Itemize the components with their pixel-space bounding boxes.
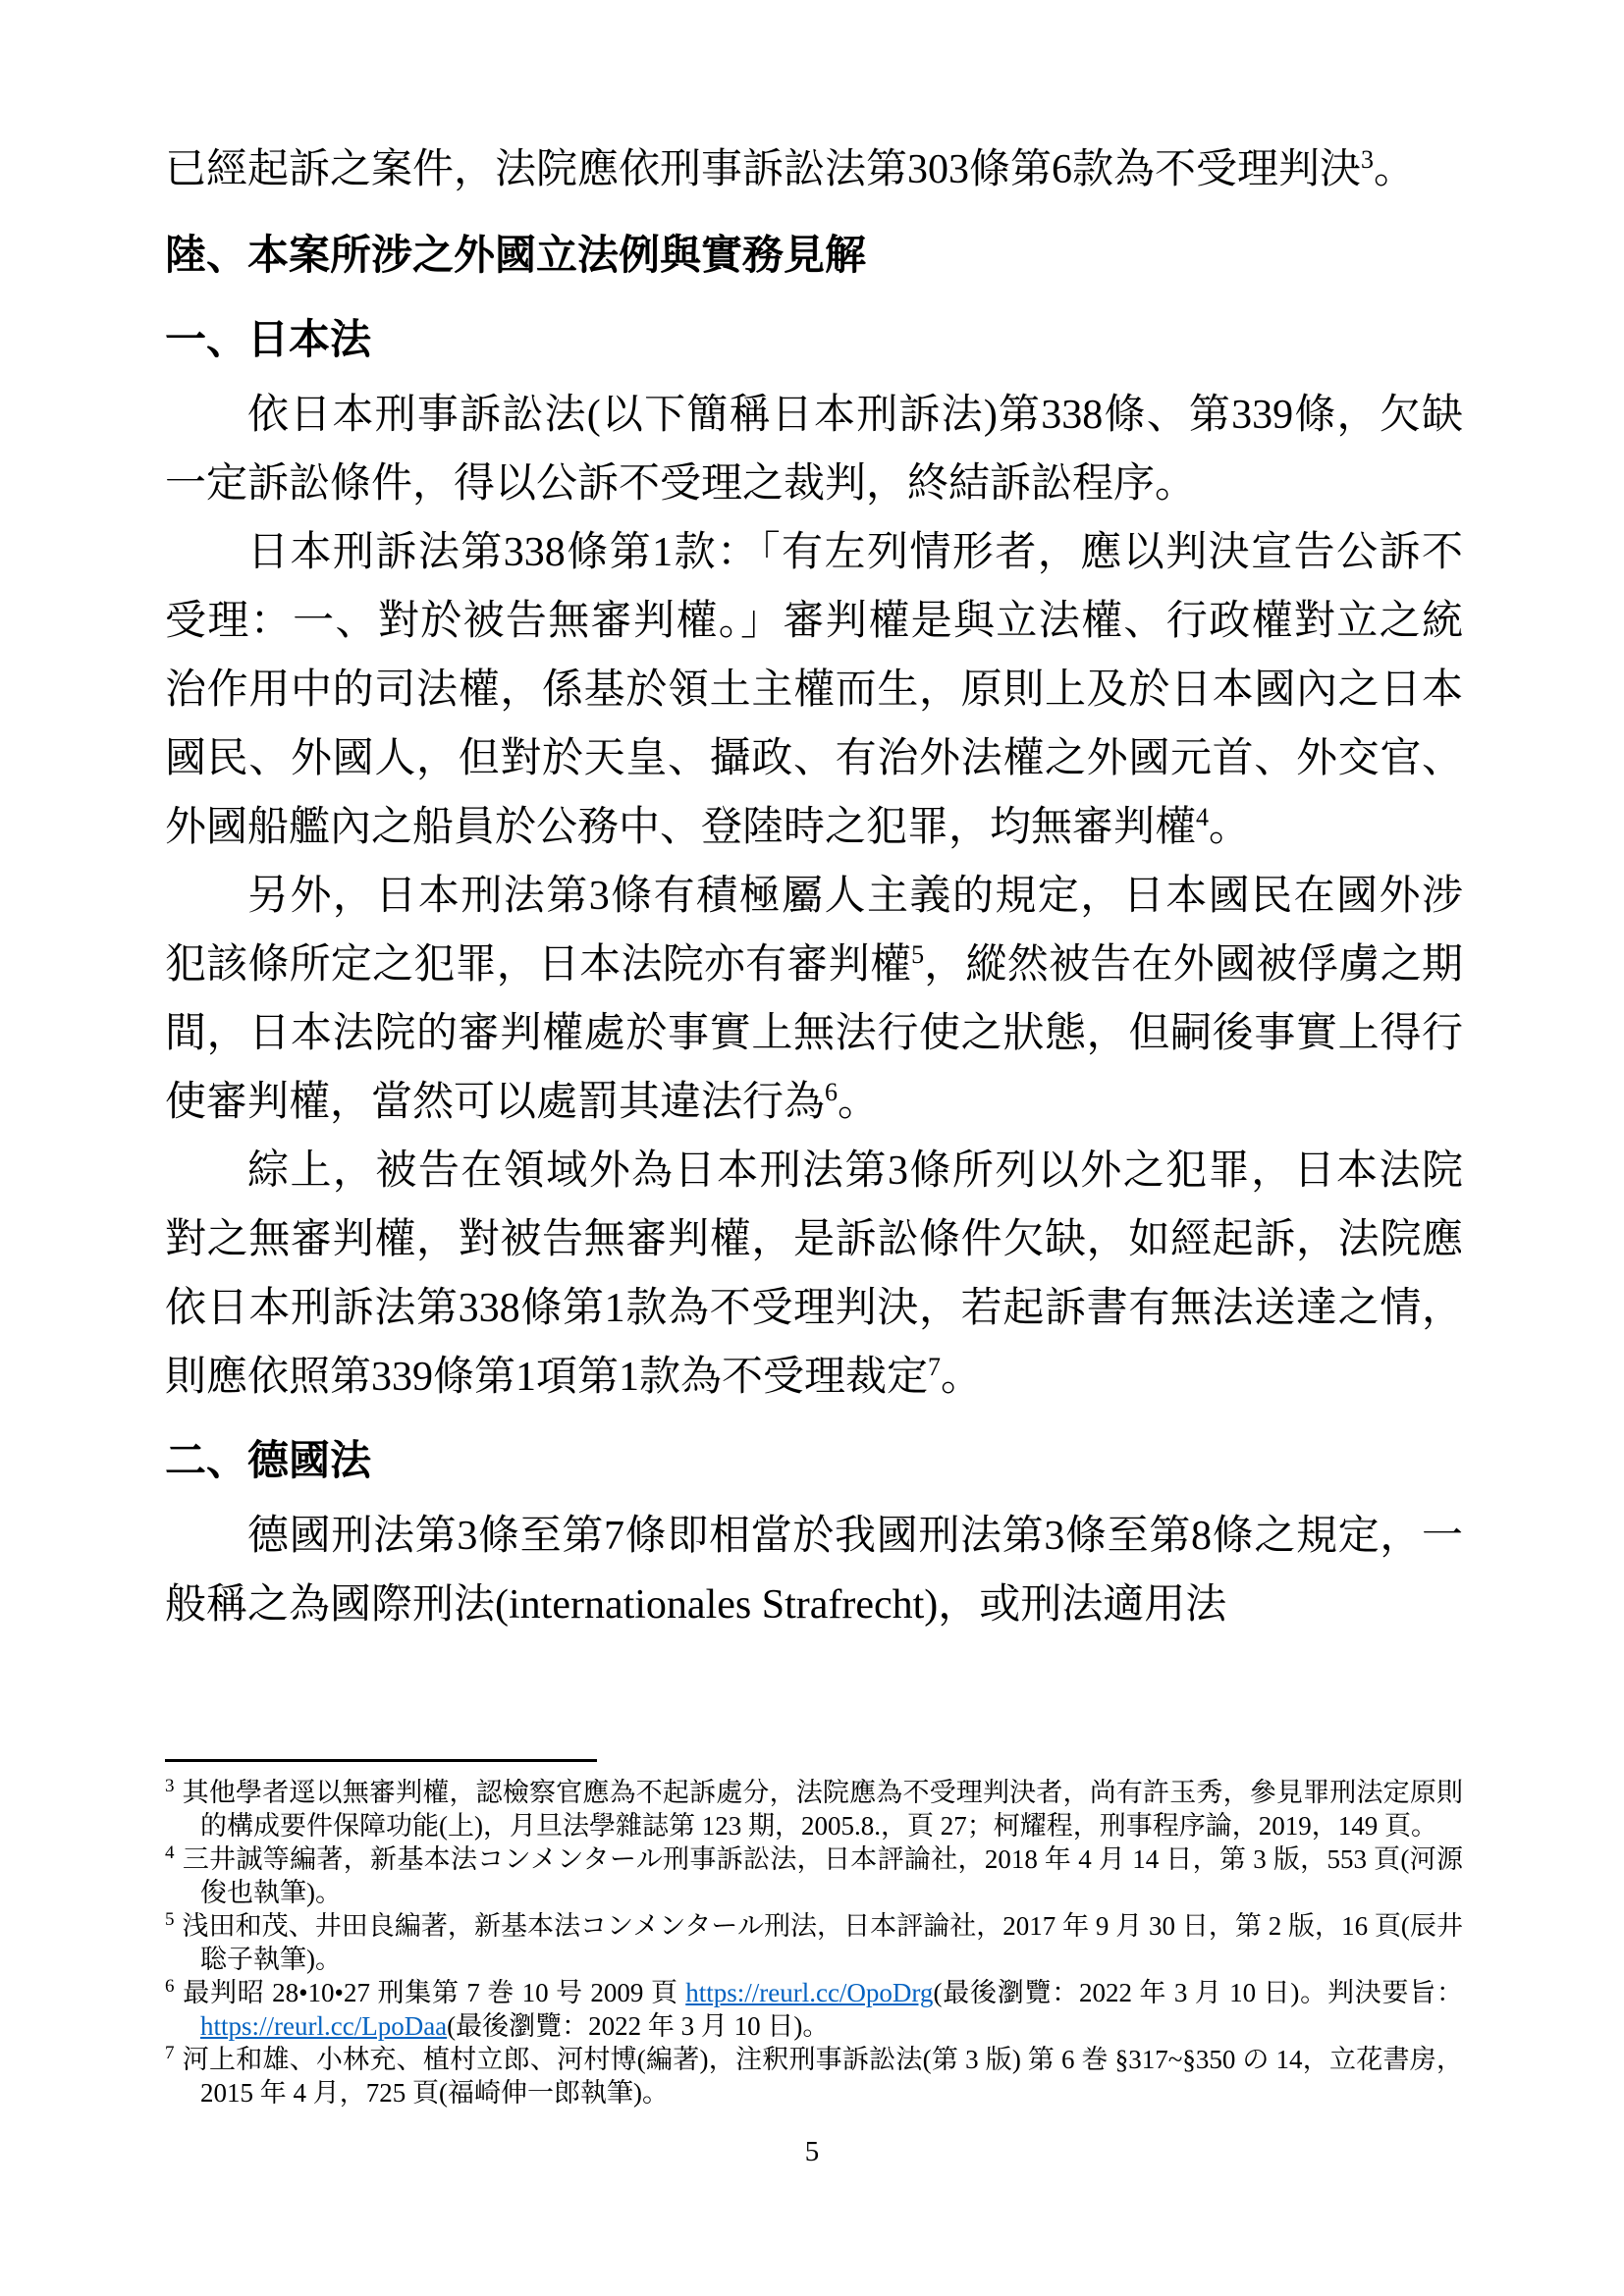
text-run: 另外，日本刑法第3條有積極屬人主義的規定，日本國民在國外涉犯該條所定之犯罪，日本法院亦有審判權: [165, 874, 1463, 988]
body-paragraph: [165, 518, 1463, 862]
text-run: 河上和雄、小林充、植村立郎、河村博(編著)，注釈刑事訴訟法(第 3 版) 第 6 巻 §317~§350 の 14，立花書房，2015 年 4 月，725 頁(福崎伸一郎執筆)。: [182, 2045, 1463, 2108]
text-run: 綜上，被告在領域外為日本刑法第3條所列以外之犯罪，日本法院對之無審判權，對被告無審判權，是訴訟條件欠缺，如經起訴，法院應依日本刑訴法第338條第1款為不受理判決，若起訴書有無法送達之情，則應依照第339條第1項第1款為不受理裁定: [165, 1148, 1463, 1400]
footnote-number: 5: [165, 1909, 175, 1930]
footnote-number: 4: [165, 1842, 175, 1863]
text-run: 德國刑法第3條至第7條即相當於我國刑法第3條至第8條之規定，一般稱之為國際刑法(internationales Strafrecht)，或刑法適用法: [165, 1514, 1463, 1628]
footnote-number: 3: [165, 1776, 175, 1796]
footnote-number: 6: [165, 1976, 175, 1997]
text-run: 二、德國法: [165, 1439, 372, 1484]
text-run: 浅田和茂、井田良編著，新基本法コンメンタール刑法，日本評論社，2017 年 9 月 30 日，第 2 版，16 頁(辰井聡子執筆)。: [182, 1911, 1463, 1974]
footnote-number: 7: [165, 2043, 175, 2063]
text-run: 最判昭 28•10•27 刑集第 7 巻 10 号 2009 頁: [182, 1978, 686, 2007]
subsection-heading: [165, 1427, 1463, 1496]
footnote-ref: 4: [1196, 803, 1210, 831]
footnote: [165, 1909, 1463, 1976]
footnote-ref: 5: [911, 940, 925, 969]
text-run: 。: [941, 1355, 983, 1400]
text-run: (最後瀏覽：2022 年 3 月 10 日)。判決要旨：: [933, 1978, 1464, 2007]
page-number: 5: [804, 2136, 820, 2167]
body-paragraph: [165, 1502, 1463, 1639]
document-body: [165, 135, 1463, 1639]
footnote-area: [165, 1759, 1463, 2109]
hyperlink[interactable]: https://reurl.cc/LpoDaa: [200, 2011, 448, 2041]
text-run: 一、日本法: [165, 318, 372, 363]
text-run: 已經起訴之案件，法院應依刑事訴訟法第303條第6款為不受理判決: [165, 147, 1362, 192]
subsection-heading: [165, 306, 1463, 375]
text-run: 依日本刑事訴訟法(以下簡稱日本刑訴法)第338條、第339條，欠缺一定訴訟條件，得以公訴不受理之裁判，終結訴訟程序。: [165, 393, 1463, 507]
text-run: 日本刑訴法第338條第1款：「有左列情形者，應以判決宣告公訴不受理：一、對於被告無審判權。」審判權是與立法權、行政權對立之統治作用中的司法權，係基於領土主權而生，原則上及於日本國內之日本國民、外國人，但對於天皇、攝政、有治外法權之外國元首、外交官、外國船艦內之船員於公務中、登陸時之犯罪，均無審判權: [165, 530, 1463, 850]
footnote-ref: 7: [928, 1353, 942, 1381]
footnote: [165, 1842, 1463, 1909]
text-run: (最後瀏覽：2022 年 3 月 10 日)。: [447, 2011, 830, 2041]
body-paragraph: [165, 135, 1463, 204]
footnote: [165, 1976, 1463, 2043]
section-heading: [165, 222, 1463, 291]
text-run: 陸、本案所涉之外國立法例與實務見解: [165, 234, 867, 279]
body-paragraph: [165, 1137, 1463, 1412]
footnote-separator: [165, 1759, 597, 1762]
footnote: [165, 2043, 1463, 2109]
hyperlink[interactable]: https://reurl.cc/OpoDrg: [685, 1978, 934, 2007]
footnote: [165, 1776, 1463, 1842]
text-run: 。: [838, 1080, 880, 1125]
text-run: 三井誠等編著，新基本法コンメンタール刑事訴訟法，日本評論社，2018 年 4 月 14 日，第 3 版，553 頁(河源俊也執筆)。: [182, 1844, 1463, 1907]
body-paragraph: [165, 862, 1463, 1137]
footnote-ref: 3: [1361, 145, 1375, 174]
text-run: 。: [1209, 805, 1251, 850]
body-paragraph: [165, 381, 1463, 518]
footnote-ref: 6: [825, 1078, 839, 1106]
text-run: 其他學者逕以無審判權，認檢察官應為不起訴處分，法院應為不受理判決者，尚有許玉秀，參見罪刑法定原則的構成要件保障功能(上)，月旦法學雜誌第 123 期，2005.8.，頁 27；柯耀程，刑事程序論，2019，149 頁。: [182, 1778, 1463, 1841]
text-run: ，縱然被告在外國被俘虜之期間，日本法院的審判權處於事實上無法行使之狀態，但嗣後事實上得行使審判權，當然可以處罰其違法行為: [165, 942, 1463, 1125]
footnote-list: [165, 1776, 1463, 2109]
text-run: 。: [1374, 147, 1416, 192]
